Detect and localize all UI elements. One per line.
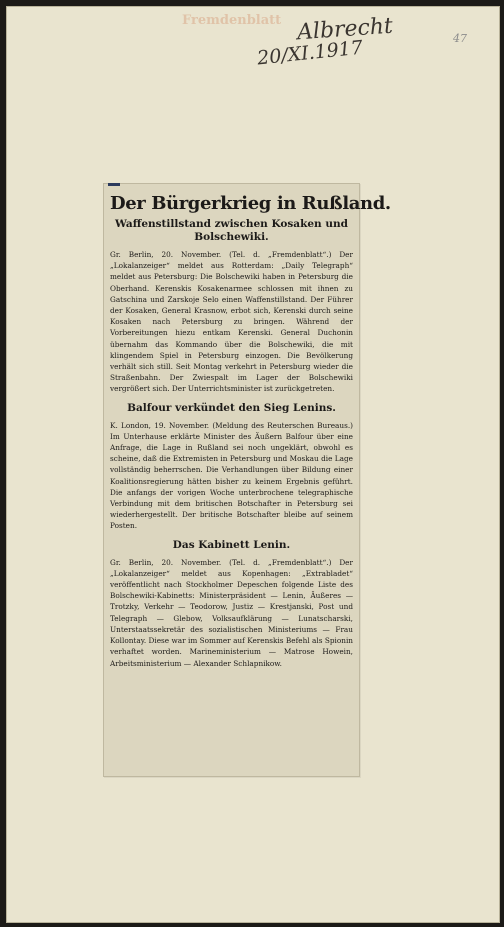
- newspaper-stamp: Fremdenblatt: [182, 13, 282, 28]
- section-heading-kabinett: Das Kabinett Lenin.: [172, 538, 291, 551]
- article-subhead: Waffenstillstand zwischen Kosaken und Bolschewiki.: [115, 218, 348, 243]
- section-heading-balfour: Balfour verkündet den Sieg Lenins.: [127, 401, 336, 414]
- handwritten-name: Albrecht: [296, 13, 394, 46]
- section-body-kabinett: Gr. Berlin, 20. November. (Tel. d. „Fremdenblatt“.) Der „Lokalanzeiger“ meldet aus Kopenhagen: „Extrabladet“ veröffentlicht nach Stockholmer Depeschen folgende Liste des Bolschewiki-Kabinetts: Ministerpräsident — Lenin, Äußeres — Trotzky, Verkehr — Teodorow, Justiz — Krestjanski, Post und Telegraph — Glebow, Volksaufklärung — Lunatscharski, Unterstaatssekretär des sozialistischen Ministeriums — Frau Kollontay. Diese war im Sommer auf Kerenskis Befehl als Spionin verhaftet worden. Marineministerium — Matrose Howein, Arbeitsministerium — Alexander Schlapnikow.: [110, 557, 353, 668]
- section-body-balfour: K. London, 19. November. (Meldung des Reuterschen Bureaus.) Im Unterhause erklärte Minister des Äußern Balfour über eine Anfrage, die Lage in Rußland sei noch ungeklärt, obwohl es scheine, daß die Extremisten in Petersburg und Moskau die Lage vollständig beherrschen. Die Verhandlungen über Bildung einer Koalitionsregierung hätten bisher zu keinem Ergebnis geführt. Die anfangs der vorigen Woche unterbrochene telegraphische Verbindung mit dem britischen Botschafter in Petersburg sei wiederhergestellt. Der britische Botschafter bleibe auf seinem Posten.: [110, 420, 353, 531]
- handwritten-date: 20/XI.1917: [256, 36, 364, 70]
- page-number: 47: [453, 32, 467, 45]
- article-headline: Der Bürgerkrieg in Rußland.: [110, 193, 391, 214]
- newspaper-clipping: [103, 183, 391, 777]
- article-body: Gr. Berlin, 20. November. (Tel. d. „Fremdenblatt“.) Der „Lokalanzeiger“ meldet aus Rotterdam: „Daily Telegraph“ meldet aus Petersburg: Die Bolschewiki haben in Petersburg die Oberhand. Kerenskis Kosakenarmee schlossen mit ihnen zu Gatschina und Zarskoje Selo einen Waffenstillstand. Der Führer der Kosaken, General Krasnow, erbot sich, Kerenski durch seine Kosaken nach Petersburg zu bringen. Während der Vorbereitungen hiezu entkam Kerenski. General Duchonin übernahm das Kommando über die Bolschewiki, die mit klingendem Spiel in Petersburg einzogen. Die Bevölkerung verhält sich still. Seit Montag verkehrt in Petersburg wieder die Straßenbahn. Der Zwiespalt im Lager der Bolschewiki vergrößert sich. Der Unterrichtsminister ist zurückgetreten.: [110, 250, 353, 394]
- clip-top-mark: [108, 183, 120, 186]
